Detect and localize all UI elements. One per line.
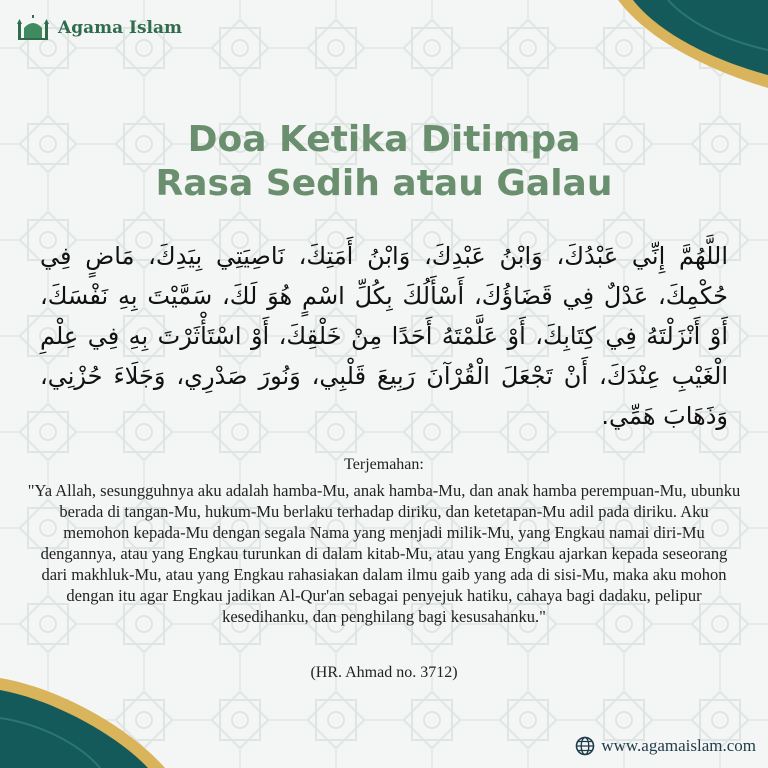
mosque-icon	[14, 14, 52, 42]
brand-logo[interactable]	[14, 14, 182, 42]
arabic-prayer-text: اللَّهُمَّ إِنِّي عَبْدُكَ، وَابْنُ عَبْدِكَ، وَابْنُ أَمَتِكَ، نَاصِيَتِي بِيَدِكَ، مَاضٍ فِي حُكْمِكَ، عَدْلٌ فِي قَضَاؤُكَ، أَسْأَلُكَ بِكُلِّ اسْمٍ هُوَ لَكَ، سَمَّيْتَ بِهِ نَفْسَكَ، أَوْ أَنْزَلْتَهُ فِي كِتَابِكَ، أَوْ عَلَّمْتَهُ أَحَدًا مِنْ خَلْقِكَ، أَوْ اسْتَأْثَرْتَ بِهِ فِي عِلْمِ الْغَيْبِ عِنْدَكَ، أَنْ تَجْعَلَ الْقُرْآنَ رَبِيعَ قَلْبِي، وَنُورَ صَدْرِي، وَجَلَاءَ حُزْنِي، وَذَهَابَ هَمِّي.	[40, 242, 728, 430]
hadith-source: (HR. Ahmad no. 3712)	[310, 664, 458, 681]
top-right-corner-ornament	[598, 0, 768, 95]
page-title-line-2: Rasa Sedih atau Galau	[155, 163, 613, 204]
website-link[interactable]	[575, 736, 756, 756]
website-url: www.agamaislam.com	[601, 736, 756, 755]
translation-text: "Ya Allah, sesungguhnya aku adalah hamba-Mu, anak hamba-Mu, dan anak hamba perempuan-Mu, ubunku berada di tangan-Mu, hukum-Mu berlaku terhadap diriku, dan ketetapan-Mu adil pada diriku. Aku memohon kepada-Mu dengan segala Nama yang menjadi milik-Mu, yang Engkau namai diri-Mu dengannya, atau yang Engkau turunkan di dalam kitab-Mu, atau yang Engkau ajarkan kepada seseorang dari makhluk-Mu, atau yang Engkau rahasiakan dalam ilmu gaib yang ada di sisi-Mu, maka aku mohon dengan itu agar Engkau jadikan Al-Qur'an sebagai penyejuk hatiku, cahaya bagi dadaku, pelipur kesedihanku, dan penghilang bagi kesusahanku."	[27, 481, 741, 626]
brand-name: Agama Islam	[58, 18, 182, 38]
globe-icon	[575, 736, 595, 756]
translation-heading: Terjemahan:	[344, 456, 424, 473]
page-title-line-1: Doa Ketika Ditimpa	[187, 119, 581, 160]
